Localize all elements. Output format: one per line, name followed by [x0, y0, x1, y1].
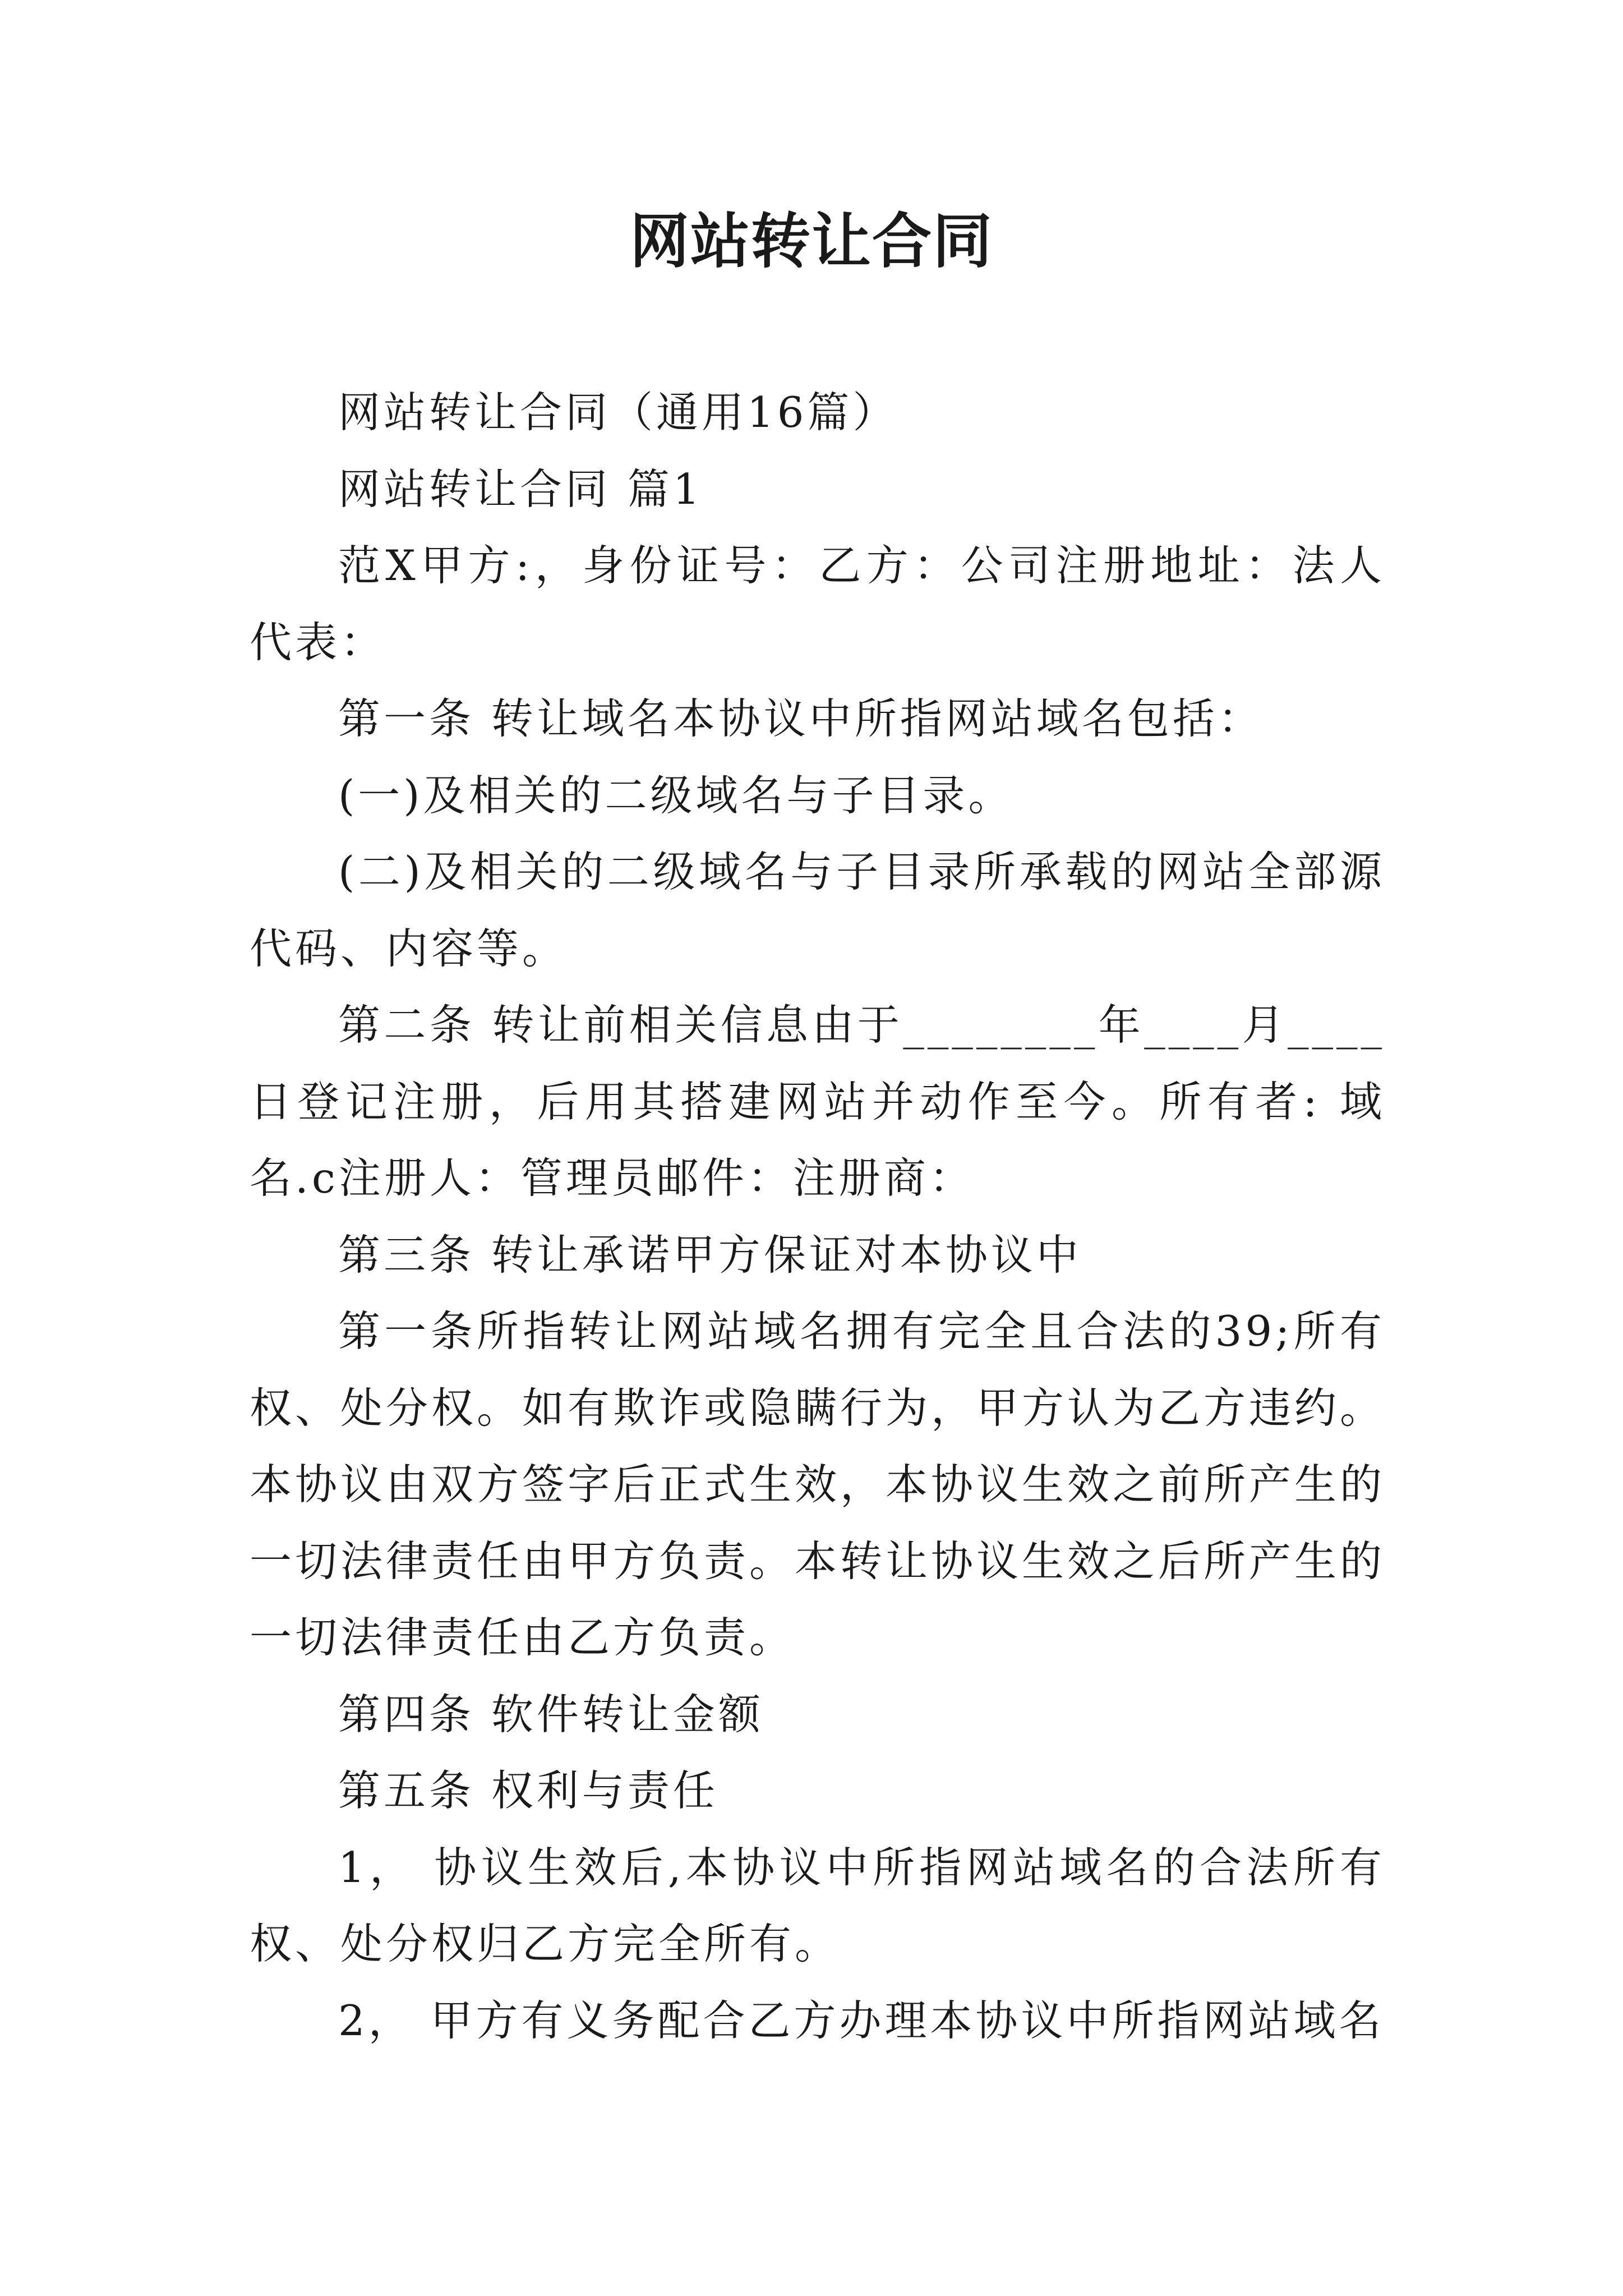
paragraph-clause-1: 1， 协议生效后,本协议中所指网站域名的合法所有权、处分权归乙方完全所有。	[250, 1842, 1385, 1968]
paragraph-article-5: 第五条 权利与责任	[338, 1766, 718, 1815]
paragraph-section-heading: 网站转让合同 篇1	[338, 464, 703, 514]
paragraph-subtitle: 网站转让合同（通用16篇）	[338, 388, 898, 437]
paragraph-article-3-body: 第一条所指转让网站域名拥有完全且合法的39;所有权、处分权。如有欺诈或隐瞒行为，甲方认为乙方违约。本协议由双方签字后正式生效，本协议生效之前所产生的一切法律责任由甲方负责。本转让协议生效之后所产生的一切法律责任由乙方负责。	[250, 1306, 1386, 1662]
paragraph-article-1: 第一条 转让域名本协议中所指网站域名包括：	[338, 694, 1264, 743]
paragraph-item-1: (一)及相关的二级域名与子目录。	[338, 770, 1014, 820]
paragraph-article-2: 第二条 转让前相关信息由于________年____月____日登记注册，后用其搭建网站并动作至今。所有者: 域名.c注册人：管理员邮件：注册商：	[250, 1000, 1385, 1203]
paragraph-clause-2: 2， 甲方有义务配合乙方办理本协议中所指网站域名	[338, 1995, 1385, 2045]
paragraph-item-2: (二)及相关的二级域名与子目录所承载的网站全部源代码、内容等。	[250, 847, 1385, 973]
document-body	[250, 374, 1385, 2059]
paragraph-article-4: 第四条 软件转让金额	[338, 1689, 764, 1739]
paragraph-article-3: 第三条 转让承诺甲方保证对本协议中	[338, 1230, 1082, 1280]
paragraph-parties: 范X甲方:，身份证号：乙方：公司注册地址：法人代表：	[250, 541, 1385, 667]
document-title: 网站转让合同	[630, 206, 993, 276]
